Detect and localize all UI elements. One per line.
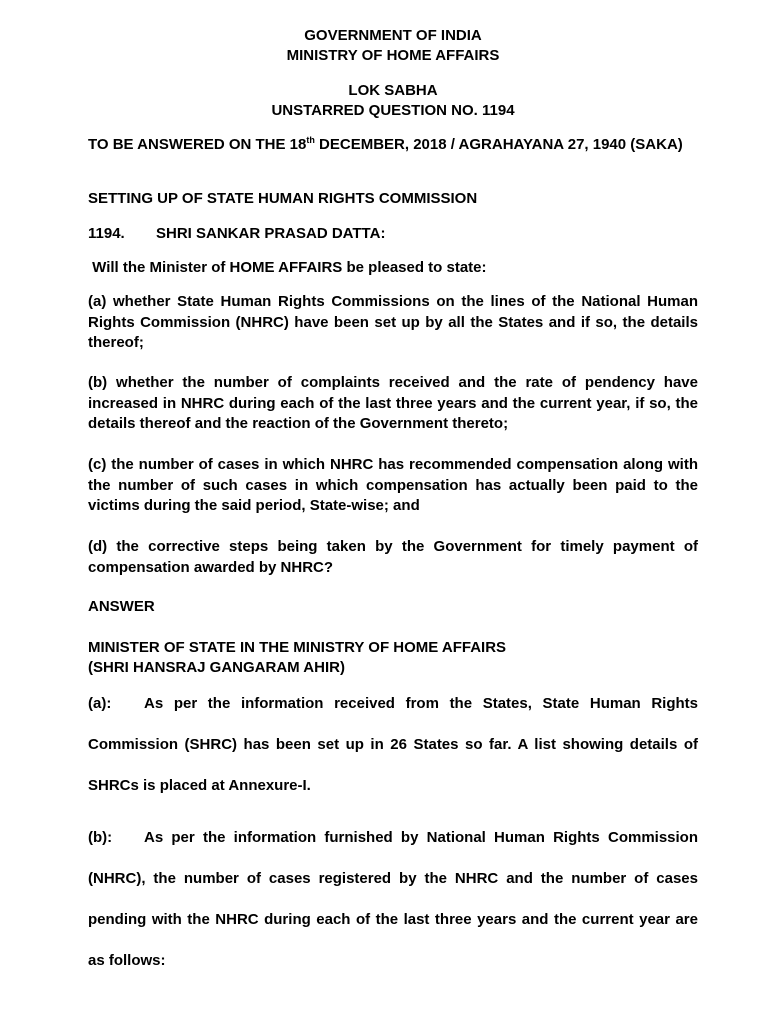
- question-number-heading: UNSTARRED QUESTION NO. 1194: [271, 102, 515, 119]
- answer-b-label: (b):: [88, 829, 113, 846]
- member-question-number: 1194.: [88, 225, 125, 242]
- answer-a: [88, 683, 698, 806]
- minister-title: MINISTER OF STATE IN THE MINISTRY OF HOME AFFAIRS: [88, 639, 507, 656]
- house-heading: LOK SABHA: [348, 82, 438, 99]
- question-a: (a) whether State Human Rights Commissions on the lines of the National Human Rights Commission (NHRC) have been set up by all the States and if so, the details thereof;: [88, 293, 698, 351]
- member-name: SHRI SANKAR PRASAD DATTA:: [156, 225, 386, 242]
- question-d: (d) the corrective steps being taken by the Government for timely payment of compensation awarded by NHRC?: [88, 538, 698, 576]
- government-heading: GOVERNMENT OF INDIA: [304, 27, 482, 44]
- answer-heading: ANSWER: [88, 598, 155, 615]
- minister-name: (SHRI HANSRAJ GANGARAM AHIR): [88, 659, 345, 676]
- answer-b-text: As per the information furnished by National Human Rights Commission (NHRC), the number of cases registered by the NHRC and the number of cases pending with the NHRC during each of the last three years and the current year are as follows:: [88, 829, 698, 969]
- question-intro: Will the Minister of HOME AFFAIRS be pleased to state:: [88, 259, 487, 276]
- answer-a-label: (a):: [88, 695, 112, 712]
- answer-a-text: As per the information received from the States, State Human Rights Commission (SHRC) has been set up in 26 States so far. A list showing details of SHRCs is placed at Annexure-I.: [88, 695, 698, 794]
- answer-date-line: TO BE ANSWERED ON THE 18th DECEMBER, 2018 / AGRAHAYANA 27, 1940 (SAKA): [88, 135, 683, 153]
- member-line: [88, 224, 698, 245]
- ministry-heading: MINISTRY OF HOME AFFAIRS: [286, 47, 500, 64]
- subject-heading: SETTING UP OF STATE HUMAN RIGHTS COMMISSION: [88, 190, 478, 207]
- answer-b: [88, 817, 698, 981]
- question-b: (b) whether the number of complaints received and the rate of pendency have increased in NHRC during each of the last three years and the current year, if so, the details thereof and the reaction of the Government thereto;: [88, 374, 698, 432]
- question-c: (c) the number of cases in which NHRC has recommended compensation along with the number of such cases in which compensation has actually been paid to the victims during the said period, State-wise; and: [88, 456, 698, 514]
